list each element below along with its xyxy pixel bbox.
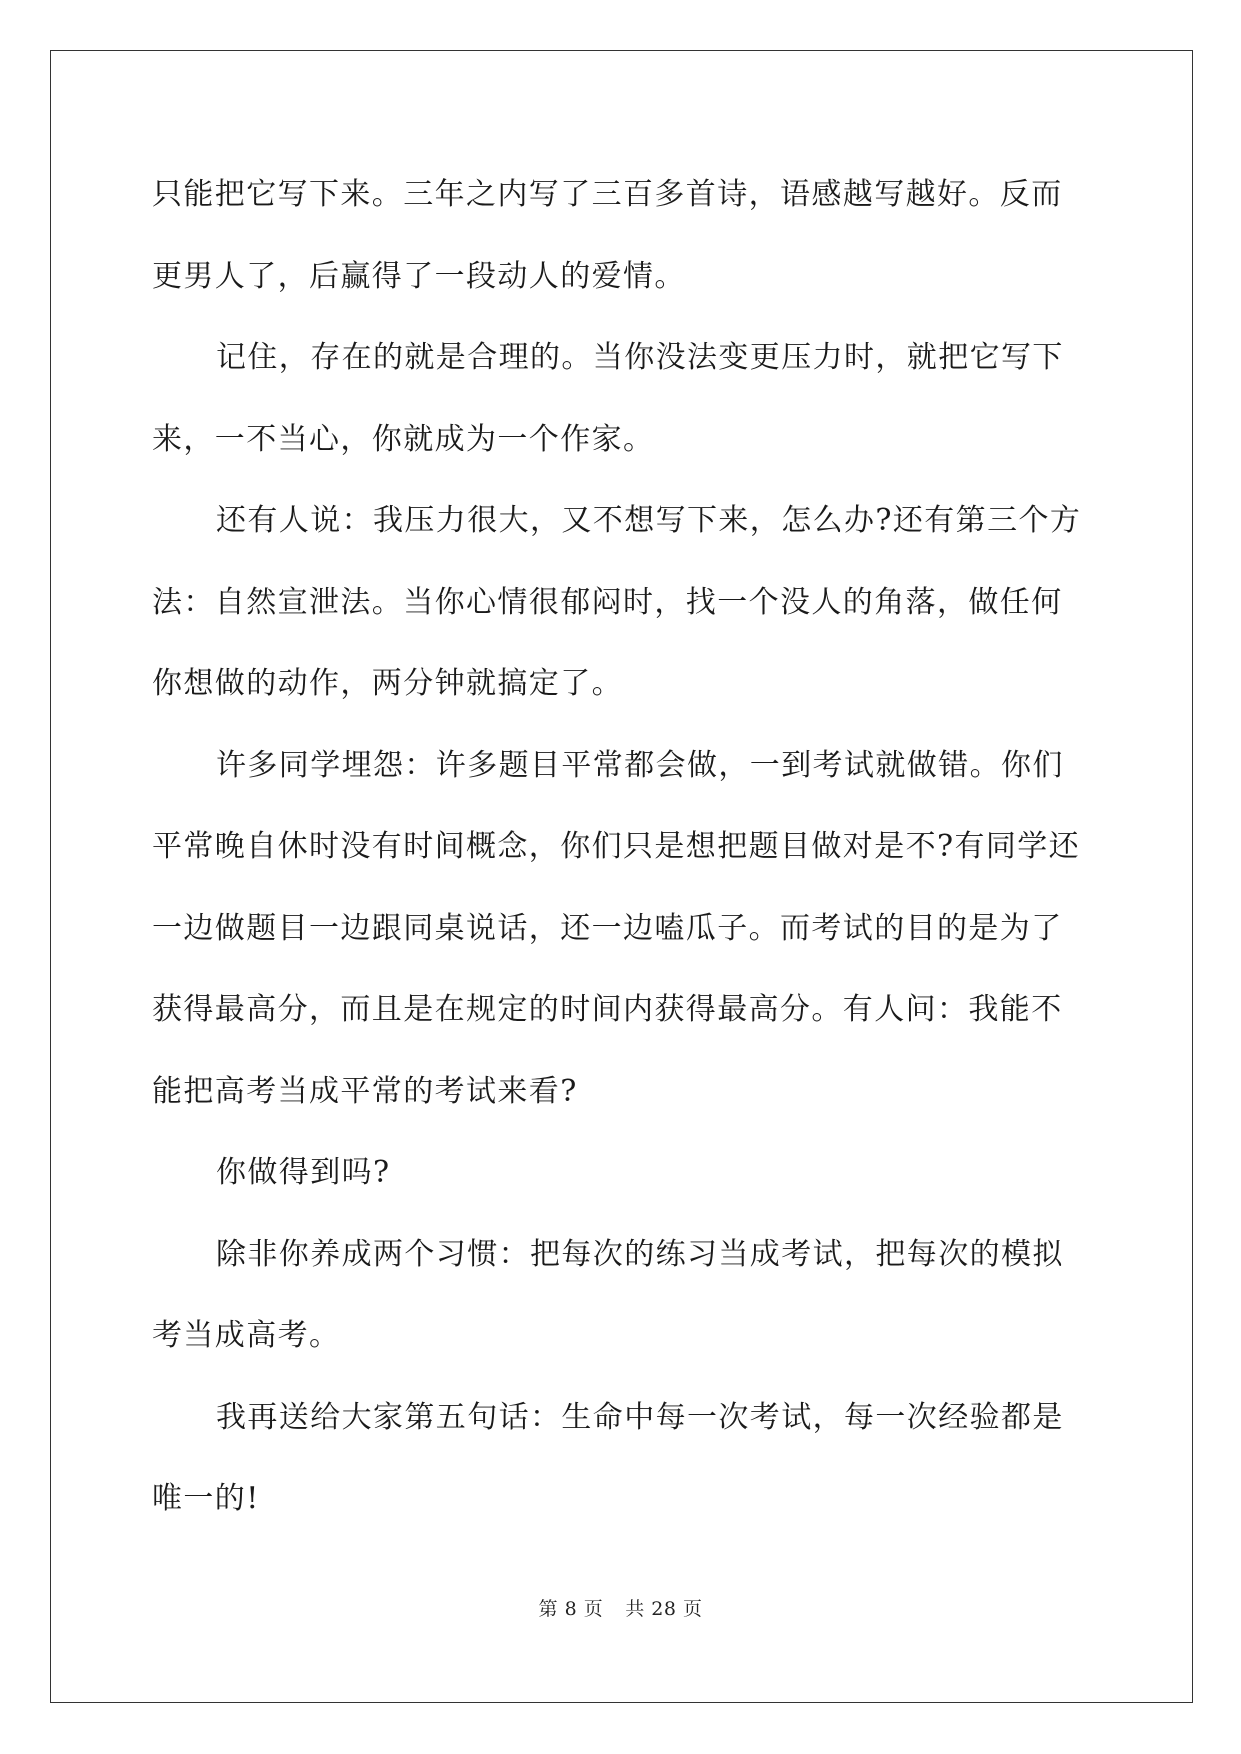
paragraph-7: 我再送给大家第五句话：生命中每一次考试，每一次经验都是唯一的! <box>152 1399 1064 1516</box>
page-number: 第 8 页 <box>538 1598 604 1620</box>
paragraph-4: 许多同学埋怨：许多题目平常都会做，一到考试就做错。你们平常晚自休时没有时间概念，你们只是想把题目做对是不?有同学还一边做题目一边跟同桌说话，还一边嗑瓜子。而考试的目的是为了获得最高分，而且是在规定的时间内获得最高分。有人问：我能不能把高考当成平常的考试来看? <box>152 747 1081 1109</box>
page-total: 共 28 页 <box>625 1598 703 1620</box>
paragraph-6: 除非你养成两个习惯：把每次的练习当成考试，把每次的模拟考当成高考。 <box>152 1236 1064 1353</box>
page-footer <box>0 1594 1241 1621</box>
paragraph-1: 只能把它写下来。三年之内写了三百多首诗，语感越写越好。反而更男人了，后赢得了一段动人的爱情。 <box>152 177 1063 294</box>
paragraph-2: 记住，存在的就是合理的。当你没法变更压力时，就把它写下来，一不当心，你就成为一个作家。 <box>152 340 1064 457</box>
paragraph-3: 还有人说：我压力很大，又不想写下来，怎么办?还有第三个方法：自然宣泄法。当你心情很郁闷时，找一个没人的角落，做任何你想做的动作，两分钟就搞定了。 <box>152 503 1082 701</box>
document-body <box>152 154 1092 1540</box>
paragraph-5: 你做得到吗? <box>216 1155 391 1190</box>
